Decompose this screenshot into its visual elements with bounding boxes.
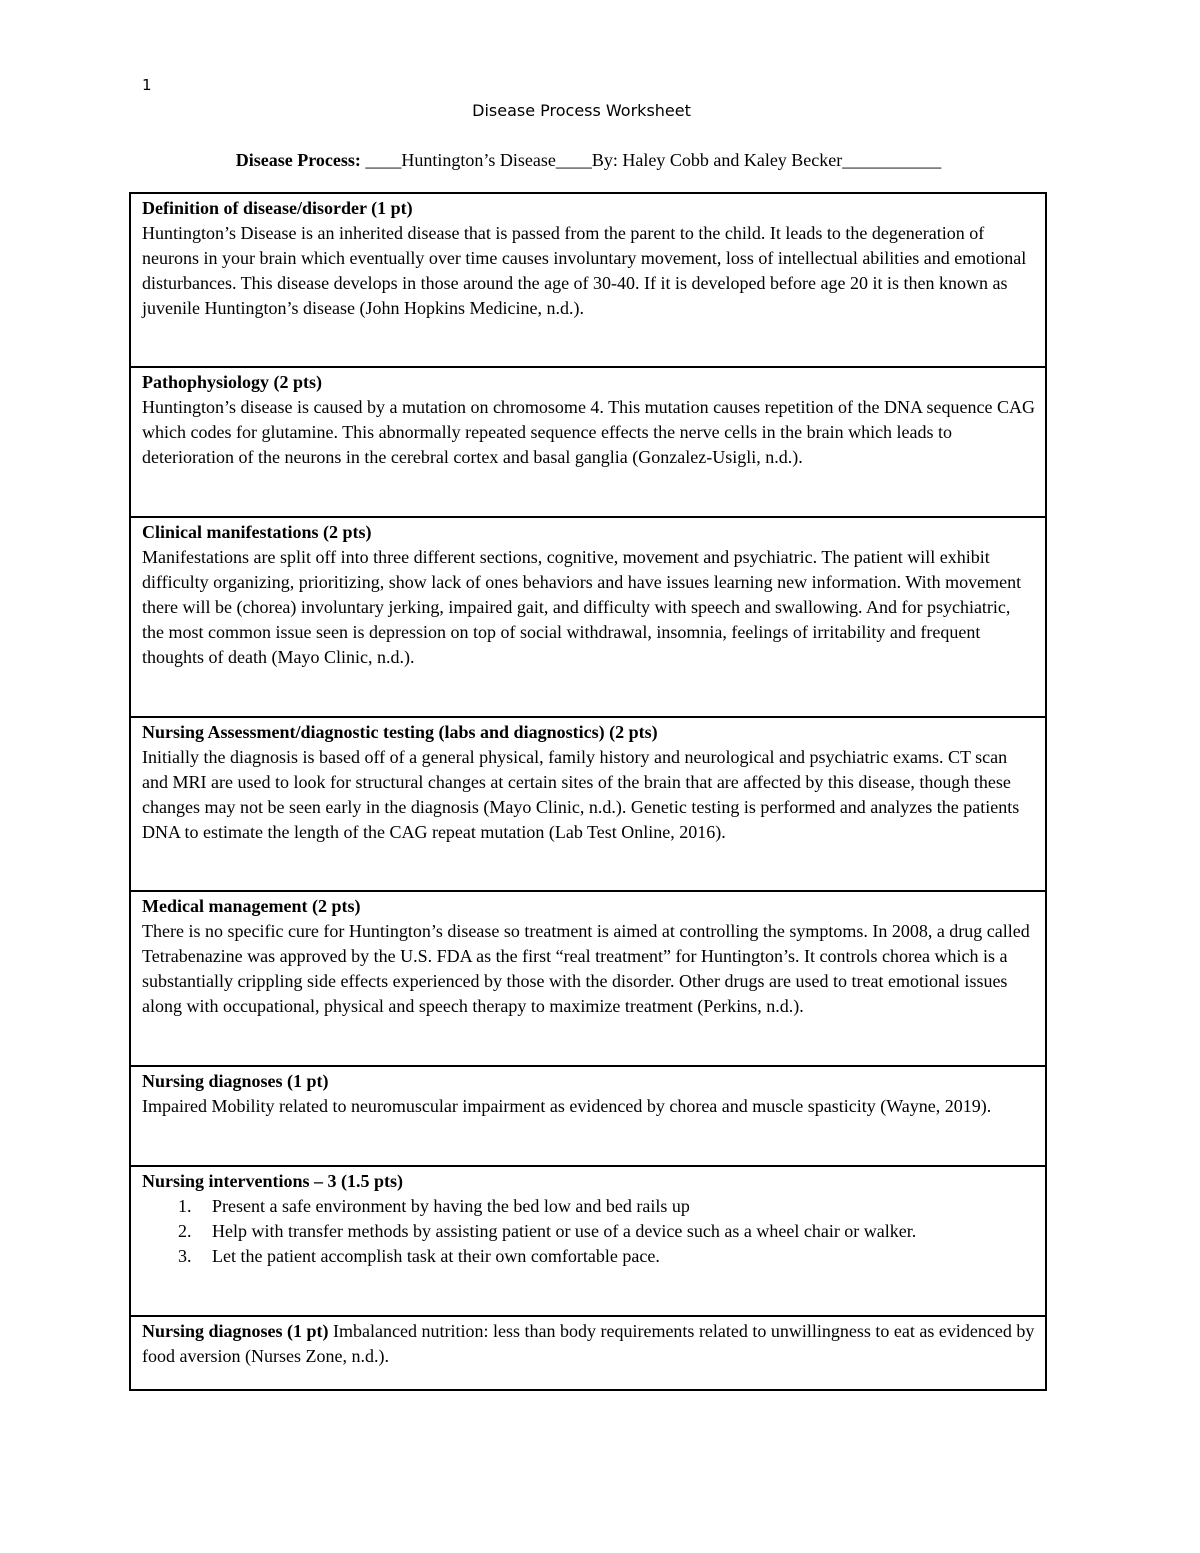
list-item xyxy=(178,1219,1035,1244)
section-nursing-interventions xyxy=(130,1166,1046,1316)
list-item-text: Let the patient accomplish task at their own comfortable pace. xyxy=(212,1246,660,1266)
section-cell xyxy=(130,891,1046,1066)
list-item-text: Help with transfer methods by assisting patient or use of a device such as a wheel chair or walker. xyxy=(212,1221,917,1241)
section-heading: Nursing Assessment/diagnostic testing (labs and diagnostics) (2 pts) xyxy=(142,722,658,742)
section-heading: Medical management (2 pts) xyxy=(142,896,361,916)
section-body: There is no specific cure for Huntington’s disease so treatment is aimed at controlling the symptoms. In 2008, a drug called Tetrabenazine was approved by the U.S. FDA as the first “real treatment” for Huntington’s. It controls chorea which is a substantially crippling side effects experienced by those with the disorder. Other drugs are used to treat emotional issues along with occupational, physical and speech therapy to maximize treatment (Perkins, n.d.). xyxy=(142,921,1030,1016)
section-medical-management xyxy=(130,891,1046,1066)
section-nursing-diagnoses-2 xyxy=(130,1316,1046,1390)
document-title: Disease Process Worksheet xyxy=(472,101,691,120)
list-item-number: 1. xyxy=(178,1196,192,1216)
section-body: Manifestations are split off into three different sections, cognitive, movement and psychiatric. The patient will exhibit difficulty organizing, prioritizing, show lack of ones behaviors and have issues learning new information. With movement there will be (chorea) involuntary jerking, impaired gait, and difficulty with speech and swallowing. And for psychiatric, the most common issue seen is depression on top of social withdrawal, insomnia, feelings of irritability and frequent thoughts of death (Mayo Clinic, n.d.). xyxy=(142,547,1022,667)
section-body: Initially the diagnosis is based off of a general physical, family history and neurological and psychiatric exams. CT scan and MRI are used to look for structural changes at certain sites of the brain that are affected by this disease, though these changes may not be seen early in the diagnosis (Mayo Clinic, n.d.). Genetic testing is performed and analyzes the patients DNA to estimate the length of the CAG repeat mutation (Lab Test Online, 2016). xyxy=(142,747,1020,842)
section-pathophysiology xyxy=(130,367,1046,517)
section-cell xyxy=(130,1166,1046,1316)
section-heading: Pathophysiology (2 pts) xyxy=(142,372,323,392)
disease-process-label: Disease Process: xyxy=(235,150,361,170)
page-number: 1 xyxy=(142,76,152,94)
section-heading: Nursing interventions – 3 (1.5 pts) xyxy=(142,1171,404,1191)
disease-process-line xyxy=(130,150,1047,171)
section-definition xyxy=(130,193,1046,367)
section-body: Huntington’s Disease is an inherited disease that is passed from the parent to the child. It leads to the degeneration of neurons in your brain which eventually over time causes involuntary movement, loss of intellectual abilities and emotional disturbances. This disease develops in those around the age of 30-40. If it is developed before age 20 it is then known as juvenile Huntington’s disease (John Hopkins Medicine, n.d.). xyxy=(142,223,1027,318)
section-heading: Nursing diagnoses (1 pt) xyxy=(142,1071,329,1091)
worksheet-table xyxy=(129,192,1047,1391)
section-cell xyxy=(130,367,1046,517)
list-item-text: Present a safe environment by having the bed low and bed rails up xyxy=(212,1196,690,1216)
list-item xyxy=(178,1194,1035,1219)
section-cell xyxy=(130,717,1046,891)
section-cell xyxy=(130,1316,1046,1390)
interventions-list xyxy=(142,1194,1035,1269)
section-body: Impaired Mobility related to neuromuscular impairment as evidenced by chorea and muscle spasticity (Wayne, 2019). xyxy=(142,1096,992,1116)
list-item-number: 2. xyxy=(178,1221,192,1241)
section-body: Huntington’s disease is caused by a mutation on chromosome 4. This mutation causes repetition of the DNA sequence CAG which codes for glutamine. This abnormally repeated sequence effects the nerve cells in the brain which leads to deterioration of the neurons in the cerebral cortex and basal ganglia (Gonzalez-Usigli, n.d.). xyxy=(142,397,1036,467)
section-nursing-diagnoses-1 xyxy=(130,1066,1046,1166)
section-nursing-assessment xyxy=(130,717,1046,891)
section-cell xyxy=(130,1066,1046,1166)
section-heading: Clinical manifestations (2 pts) xyxy=(142,522,372,542)
disease-process-value: ____Huntington’s Disease____By: Haley Cobb and Kaley Becker___________ xyxy=(360,150,942,170)
list-item-number: 3. xyxy=(178,1246,192,1266)
section-cell xyxy=(130,517,1046,717)
section-clinical-manifestations xyxy=(130,517,1046,717)
section-cell xyxy=(130,193,1046,367)
section-heading: Nursing diagnoses (1 pt) xyxy=(142,1321,329,1341)
list-item xyxy=(178,1244,1035,1269)
section-body: Imbalanced nutrition: less than body requirements related to unwillingness to eat as evidenced by food aversion (Nurses Zone, n.d.). xyxy=(142,1321,1035,1366)
section-heading: Definition of disease/disorder (1 pt) xyxy=(142,198,413,218)
